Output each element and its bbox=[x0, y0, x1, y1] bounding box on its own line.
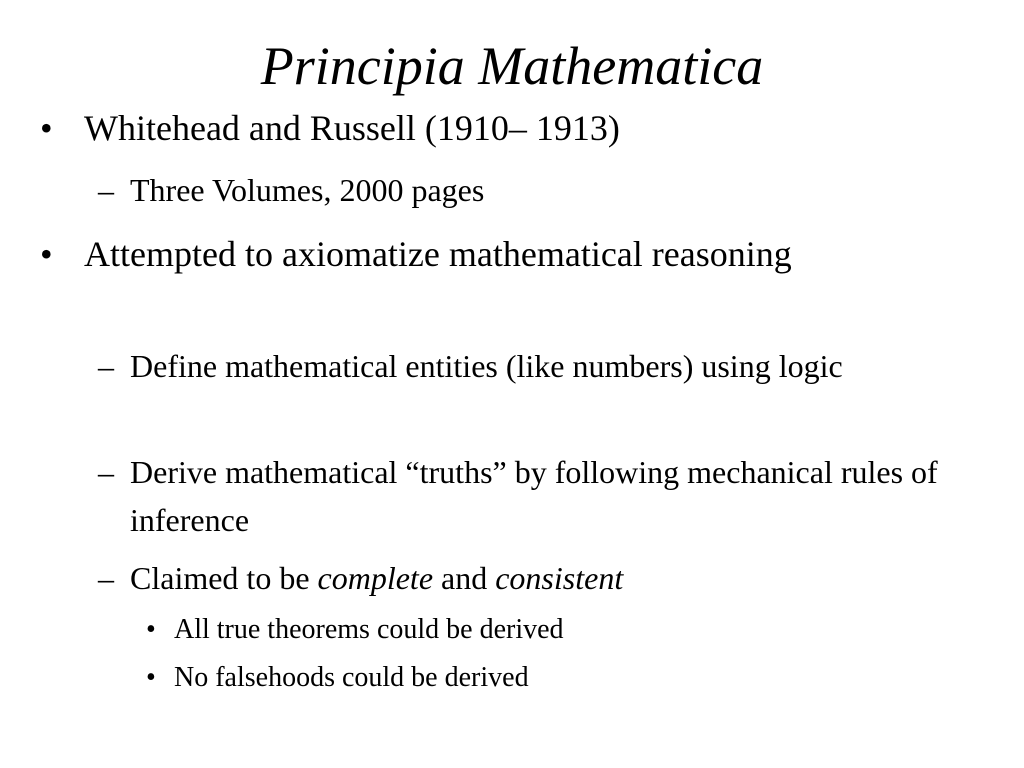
dash-marker: – bbox=[98, 172, 114, 208]
slide-title: Principia Mathematica bbox=[260, 36, 764, 96]
bullet-marker: • bbox=[40, 234, 53, 274]
dash-marker: – bbox=[98, 454, 114, 490]
sub-bullet-2-3-emphasis-complete: complete bbox=[317, 560, 434, 596]
sub-sub-bullet-2 bbox=[146, 658, 954, 698]
dash-marker: – bbox=[98, 560, 114, 596]
sub-bullet-2-3-text-1: Claimed to be bbox=[130, 560, 318, 596]
sub-bullet-2-3-emphasis-consistent: consistent bbox=[495, 560, 624, 596]
sub-bullet-2-2 bbox=[98, 448, 960, 544]
bullet-1-text: Whitehead and Russell (1910– 1913) bbox=[84, 108, 620, 148]
bullet-marker: • bbox=[40, 108, 53, 148]
small-bullet-marker: • bbox=[146, 614, 156, 645]
sub-sub-bullet-1-text: All true theorems could be derived bbox=[174, 614, 564, 645]
small-bullet-marker: • bbox=[146, 662, 156, 693]
bullet-2-text: Attempted to axiomatize mathematical reasoning bbox=[84, 234, 792, 274]
sub-bullet-2-2-text: Derive mathematical “truths” by following mechanical rules of inference bbox=[130, 454, 938, 538]
dash-marker: – bbox=[98, 348, 114, 384]
sub-bullet-2-1 bbox=[98, 342, 960, 390]
sub-sub-bullet-1 bbox=[146, 610, 954, 650]
sub-bullet-2-1-text: Define mathematical entities (like numbers) using logic bbox=[130, 348, 843, 384]
sub-bullet-1-1 bbox=[98, 166, 960, 214]
sub-bullet-1-1-text: Three Volumes, 2000 pages bbox=[130, 172, 485, 208]
sub-sub-bullet-2-text: No falsehoods could be derived bbox=[174, 662, 529, 693]
bullet-1 bbox=[40, 104, 964, 152]
bullet-2 bbox=[40, 228, 964, 280]
sub-bullet-2-3 bbox=[98, 554, 960, 602]
sub-bullet-2-3-text-2: and bbox=[433, 560, 496, 596]
